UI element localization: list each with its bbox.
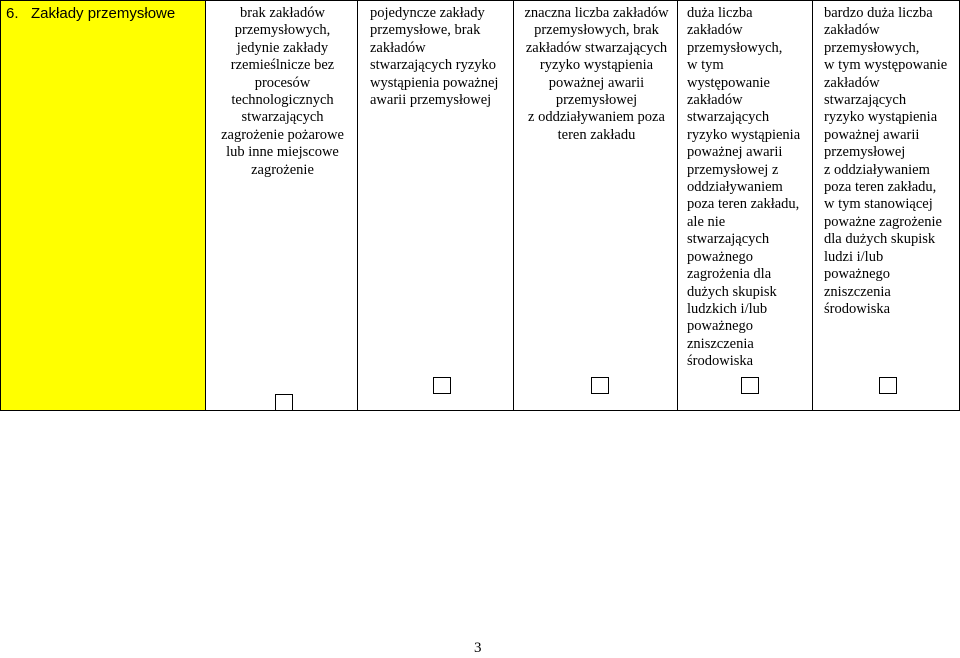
row-label: 6. Zakłady przemysłowe — [6, 5, 176, 22]
checkbox-3[interactable] — [591, 377, 609, 394]
criteria-cell-1 — [205, 0, 358, 411]
page-number: 3 — [474, 640, 482, 656]
row-label-cell — [0, 0, 206, 411]
checkbox-4[interactable] — [741, 377, 759, 394]
checkbox-1[interactable] — [275, 394, 293, 411]
criteria-text-2: pojedyncze zakłady przemysłowe, brak zakładów stwarzających ryzyko wystąpienia poważnej awarii przemysłowej — [370, 5, 499, 109]
checkbox-2[interactable] — [433, 377, 451, 394]
criteria-cell-2 — [357, 0, 514, 411]
criteria-cell-4 — [677, 0, 813, 411]
criteria-cell-3 — [513, 0, 678, 411]
criteria-text-3: znaczna liczba zakładów przemysłowych, brak zakładów stwarzających ryzyko wystąpienia poważnej awarii przemysłowej z oddziaływaniem poza teren zakładu — [524, 5, 669, 143]
criteria-text-4: duża liczba zakładów przemysłowych, w tym występowanie zakładów stwarzających ryzyko wystąpienia poważnej awarii przemysłowej z oddziaływaniem poza teren zakładu, ale nie stwarzających poważnego zagrożenia dla dużych skupisk ludzkich i/lub poważnego zniszczenia środowiska — [687, 5, 801, 370]
criteria-text-5: bardzo duża liczba zakładów przemysłowych, w tym występowanie zakładów stwarzających ryzyko wystąpienia poważnej awarii przemysłowej z oddziaływaniem poza teren zakładu, w tym stanowiącej poważne zagrożenie dla dużych skupisk ludzi i/lub poważnego zniszczenia środowiska — [824, 5, 948, 317]
criteria-text-1: brak zakładów przemysłowych, jedynie zakłady rzemieślnicze bez procesów technologicznych stwarzających zagrożenie pożarowe lub inne miejscowe zagrożenie — [221, 5, 344, 178]
checkbox-5[interactable] — [879, 377, 897, 394]
criteria-cell-5 — [812, 0, 960, 411]
